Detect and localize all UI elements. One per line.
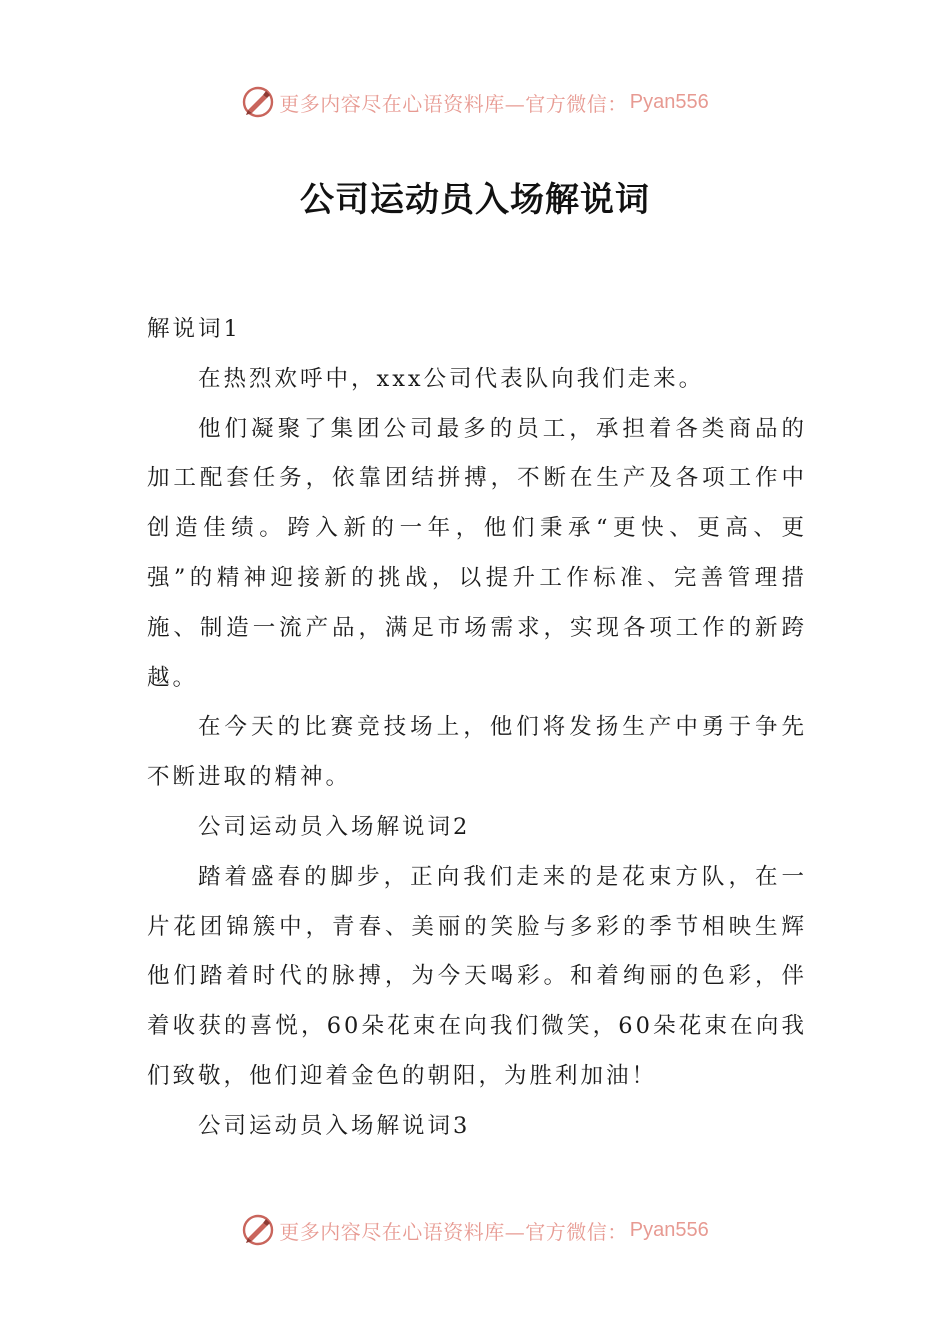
paragraph: 在热烈欢呼中，xxx公司代表队向我们走来。 bbox=[198, 365, 705, 392]
watermark-wechat-id: Pyan556 bbox=[629, 90, 709, 113]
paragraph: 他们凝聚了集团公司最多的员工，承担着各类商品的加工配套任务，依靠团结拼搏，不断在生产及各项工作中创造佳绩。跨入新的一年，他们秉承“更快、更高、更强”的精神迎接新的挑战，以提升工作标准、完善管理措施、制造一流产品，满足市场需求，实现各项工作的新跨越。 bbox=[147, 415, 807, 691]
pen-logo-icon bbox=[241, 1213, 275, 1247]
watermark-wechat-id: Pyan556 bbox=[629, 1218, 709, 1241]
section-heading: 公司运动员入场解说词2 bbox=[198, 813, 471, 840]
pen-logo-icon bbox=[241, 85, 275, 119]
watermark-text: 更多内容尽在心语资料库—官方微信： bbox=[279, 1219, 628, 1244]
document-body bbox=[147, 305, 807, 1152]
header-watermark bbox=[0, 82, 950, 122]
section-heading: 公司运动员入场解说词3 bbox=[198, 1112, 471, 1139]
paragraph: 踏着盛春的脚步，正向我们走来的是花束方队，在一片花团锦簇中，青春、美丽的笑脸与多彩的季节相映生辉他们踏着时代的脉搏，为今天喝彩。和着绚丽的色彩，伴着收获的喜悦，60朵花束在向我们微笑，60朵花束在向我们致敬，他们迎着金色的朝阳，为胜利加油！ bbox=[147, 863, 807, 1089]
watermark-text: 更多内容尽在心语资料库—官方微信： bbox=[279, 91, 628, 116]
document-title: 公司运动员入场解说词 bbox=[300, 180, 650, 220]
paragraph: 在今天的比赛竞技场上，他们将发扬生产中勇于争先不断进取的精神。 bbox=[147, 714, 807, 791]
paragraph: 解说词1 bbox=[147, 316, 241, 342]
footer-watermark bbox=[0, 1210, 950, 1250]
